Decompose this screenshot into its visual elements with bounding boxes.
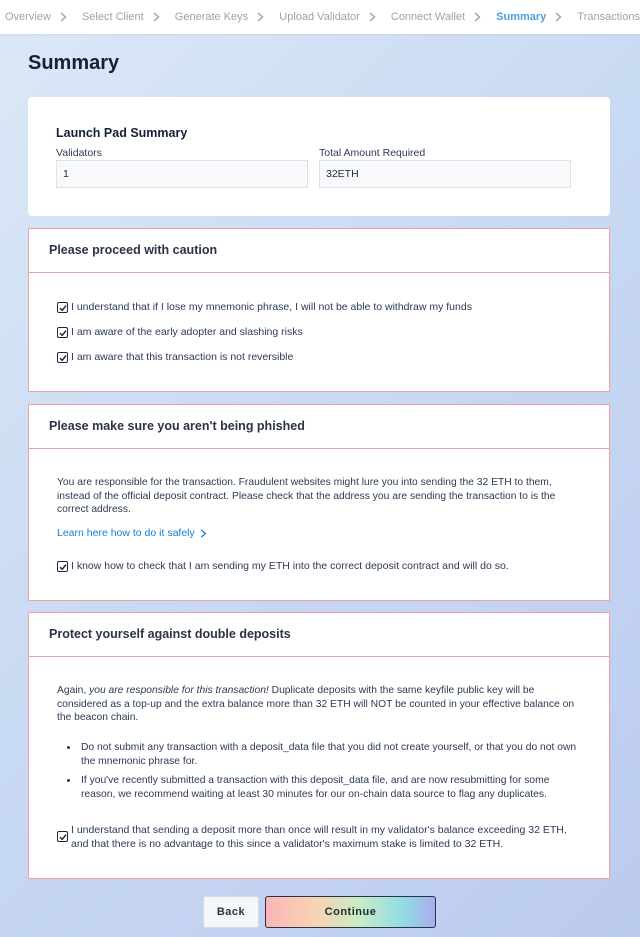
checkbox-label: I am aware that this transaction is not reversible — [71, 351, 294, 363]
intro-prefix: Again, — [57, 685, 90, 696]
checkbox-checked-icon[interactable] — [57, 561, 68, 572]
progress-stepper — [0, 0, 640, 34]
page-title: Summary — [28, 52, 120, 74]
chevron-right-icon — [248, 11, 273, 23]
launchpad-summary-card — [28, 97, 610, 216]
chevron-right-icon — [144, 11, 169, 23]
caution-title: Please proceed with caution — [29, 229, 609, 273]
double-deposit-description — [57, 684, 585, 725]
back-button[interactable]: Back — [203, 896, 259, 928]
step-select-client[interactable]: Select Client — [81, 11, 144, 23]
checkbox-label: I know how to check that I am sending my ETH into the correct deposit contract and will do so. — [71, 560, 509, 572]
step-generate-keys[interactable]: Generate Keys — [174, 11, 249, 23]
intro-rest: Duplicate deposits with the same keyfile public key will be considered as a top-up and the extra balance more than 32 ETH will NOT be counted in your effective balance on the beacon chain. — [57, 685, 575, 723]
validators-field: 1 — [56, 160, 308, 188]
checkbox-checked-icon[interactable] — [57, 352, 68, 363]
link-label: Learn here how to do it safely — [57, 527, 195, 539]
checkbox-checked-icon[interactable] — [57, 302, 68, 313]
checkbox-checked-icon[interactable] — [57, 327, 68, 338]
phishing-title: Please make sure you aren't being phished — [29, 405, 609, 449]
check-address-checkbox-row[interactable] — [57, 560, 509, 572]
learn-safely-link[interactable] — [57, 527, 207, 539]
step-overview[interactable]: Overview — [5, 11, 51, 23]
step-connect-wallet[interactable]: Connect Wallet — [390, 11, 466, 23]
step-transactions[interactable]: Transactions — [577, 11, 640, 23]
list-item: • If you've recently submitted a transaction with this deposit_data file, and are now resubmitting for some reason, we recommend waiting at least 30 minutes for our on-chain data source to flag any duplicates. — [79, 774, 584, 801]
checkbox-checked-icon[interactable] — [57, 831, 68, 842]
slashing-risk-checkbox-row[interactable] — [57, 326, 303, 338]
amount-label: Total Amount Required — [319, 147, 426, 159]
chevron-right-icon — [465, 11, 490, 23]
not-reversible-checkbox-row[interactable] — [57, 351, 293, 363]
step-upload-validator[interactable]: Upload Validator — [279, 11, 360, 23]
chevron-right-icon — [360, 11, 385, 23]
phishing-description: You are responsible for the transaction. Fraudulent websites might lure you into sending the 32 ETH to them, instead of the official deposit contract. Please check that the address you are sending the transaction to is the correct address. — [57, 477, 556, 515]
amount-field: 32ETH — [319, 160, 571, 188]
step-summary[interactable]: Summary — [496, 11, 547, 23]
chevron-right-icon — [200, 529, 207, 538]
checkbox-label: I understand that sending a deposit more than once will result in my validator's balance exceeding 32 ETH, and that there is no advantage to this since a validator's maximum stake is limited to 32 ETH. — [71, 824, 567, 850]
chevron-right-icon — [546, 11, 571, 23]
validators-label: Validators — [56, 147, 102, 159]
double-deposit-card — [28, 612, 610, 879]
phishing-card — [28, 404, 610, 601]
double-deposit-title: Protect yourself against double deposits — [29, 613, 609, 657]
continue-button[interactable]: Continue — [265, 896, 436, 928]
checkbox-label: I understand that if I lose my mnemonic phrase, I will not be able to withdraw my funds — [71, 301, 472, 313]
double-deposit-bullets — [79, 741, 584, 801]
caution-card — [28, 228, 610, 392]
double-deposit-checkbox-row[interactable] — [57, 824, 577, 851]
mnemonic-checkbox-row[interactable] — [57, 301, 472, 313]
checkbox-label: I am aware of the early adopter and slashing risks — [71, 326, 303, 338]
summary-title: Launch Pad Summary — [56, 126, 188, 140]
chevron-right-icon — [51, 11, 76, 23]
intro-emphasis: you are responsible for this transaction! — [89, 685, 269, 696]
list-item: • Do not submit any transaction with a deposit_data file that you did not create yourself, or that you do not own the mnemonic phrase for. — [79, 741, 584, 768]
